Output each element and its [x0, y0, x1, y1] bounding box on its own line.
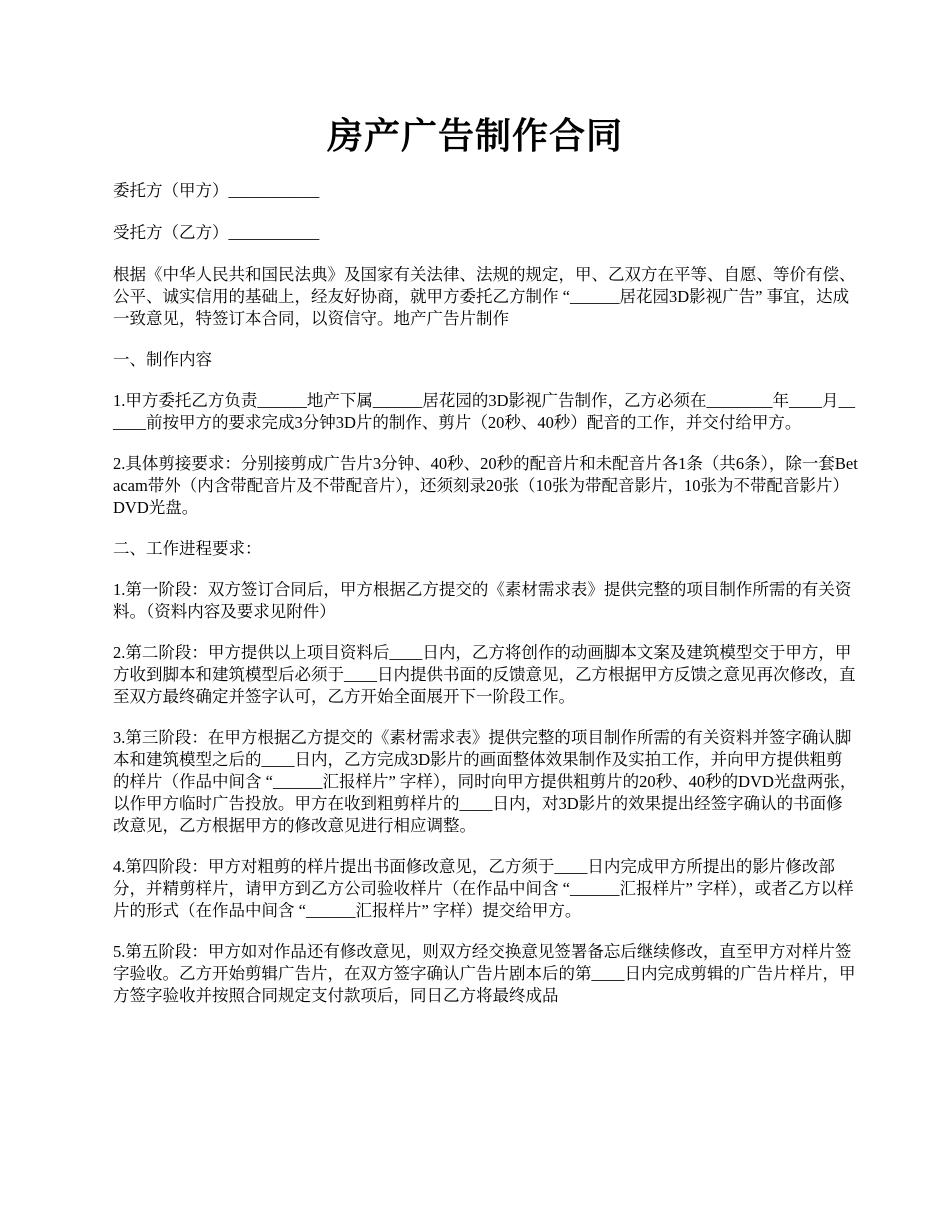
document-title: 房产广告制作合同: [326, 116, 623, 156]
party-b-line: 受托方（乙方）___________: [113, 223, 320, 242]
clause-paragraph: 2.第二阶段：甲方提供以上项目资料后____日内，乙方将创作的动画脚本文案及建筑模型交于甲方，甲方收到脚本和建筑模型后必须于____日内提供书面的反馈意见，乙方根据甲方反馈之意见再次修改，直至双方最终确定并签字认可，乙方开始全面展开下一阶段工作。: [113, 643, 856, 706]
clause-paragraph: 5.第五阶段：甲方如对作品还有修改意见，则双方经交换意见签署备忘后继续修改，直至甲方对样片签字验收。乙方开始剪辑广告片，在双方签字确认广告片剧本后的第____日内完成剪辑的广告片样片，甲方签字验收并按照合同规定支付款项后，同日乙方将最终成品: [113, 942, 856, 1005]
clause-paragraph: 1.甲方委托乙方负责______地产下属______居花园的3D影视广告制作，乙方必须在________年____月______前按甲方的要求完成3分钟3D片的制作、剪片（20秒、40秒）配音的工作，并交付给甲方。: [113, 391, 856, 432]
section-heading-production: 一、制作内容: [113, 350, 212, 369]
document-body: [113, 180, 858, 1026]
clause-paragraph: 2.具体剪接要求：分别接剪成广告片3分钟、40秒、20秒的配音片和未配音片各1条（共6条），除一套Betacam带外（内含带配音片及不带配音片），还须刻录20张（10张为带配音影片，10张为不带配音影片）DVD光盘。: [113, 454, 858, 517]
clause-paragraph: 4.第四阶段：甲方对粗剪的样片提出书面修改意见，乙方须于____日内完成甲方所提出的影片修改部分，并精剪样片，请甲方到乙方公司验收样片（在作品中间含 “______汇报样片” 字样），或者乙方以样片的形式（在作品中间含 “______汇报样片” 字样）提交给甲方。: [113, 857, 854, 920]
party-a-line: 委托方（甲方）___________: [113, 181, 320, 200]
clause-paragraph: 3.第三阶段：在甲方根据乙方提交的《素材需求表》提供完整的项目制作所需的有关资料并签字确认脚本和建筑模型之后的____日内，乙方完成3D影片的画面整体效果制作及实拍工作，并向甲方提供粗剪的样片（作品中间含 “______汇报样片” 字样），同时向甲方提供粗剪片的20秒、40秒的DVD光盘两张，以作甲方临时广告投放。甲方在收到粗剪样片的____日内，对3D影片的效果提出经签字确认的书面修改意见，乙方根据甲方的修改意见进行相应调整。: [113, 728, 857, 835]
preamble-paragraph: 根据《中华人民共和国民法典》及国家有关法律、法规的规定，甲、乙双方在平等、自愿、等价有偿、公平、诚实信用的基础上，经友好协商，就甲方委托乙方制作 “______居花园3D影视广告” 事宜，达成一致意见，特签订本合同，以资信守。地产广告片制作: [113, 265, 856, 328]
section-heading-schedule: 二、工作进程要求：: [113, 539, 262, 558]
clause-paragraph: 1.第一阶段：双方签订合同后，甲方根据乙方提交的《素材需求表》提供完整的项目制作所需的有关资料。（资料内容及要求见附件）: [113, 580, 852, 621]
